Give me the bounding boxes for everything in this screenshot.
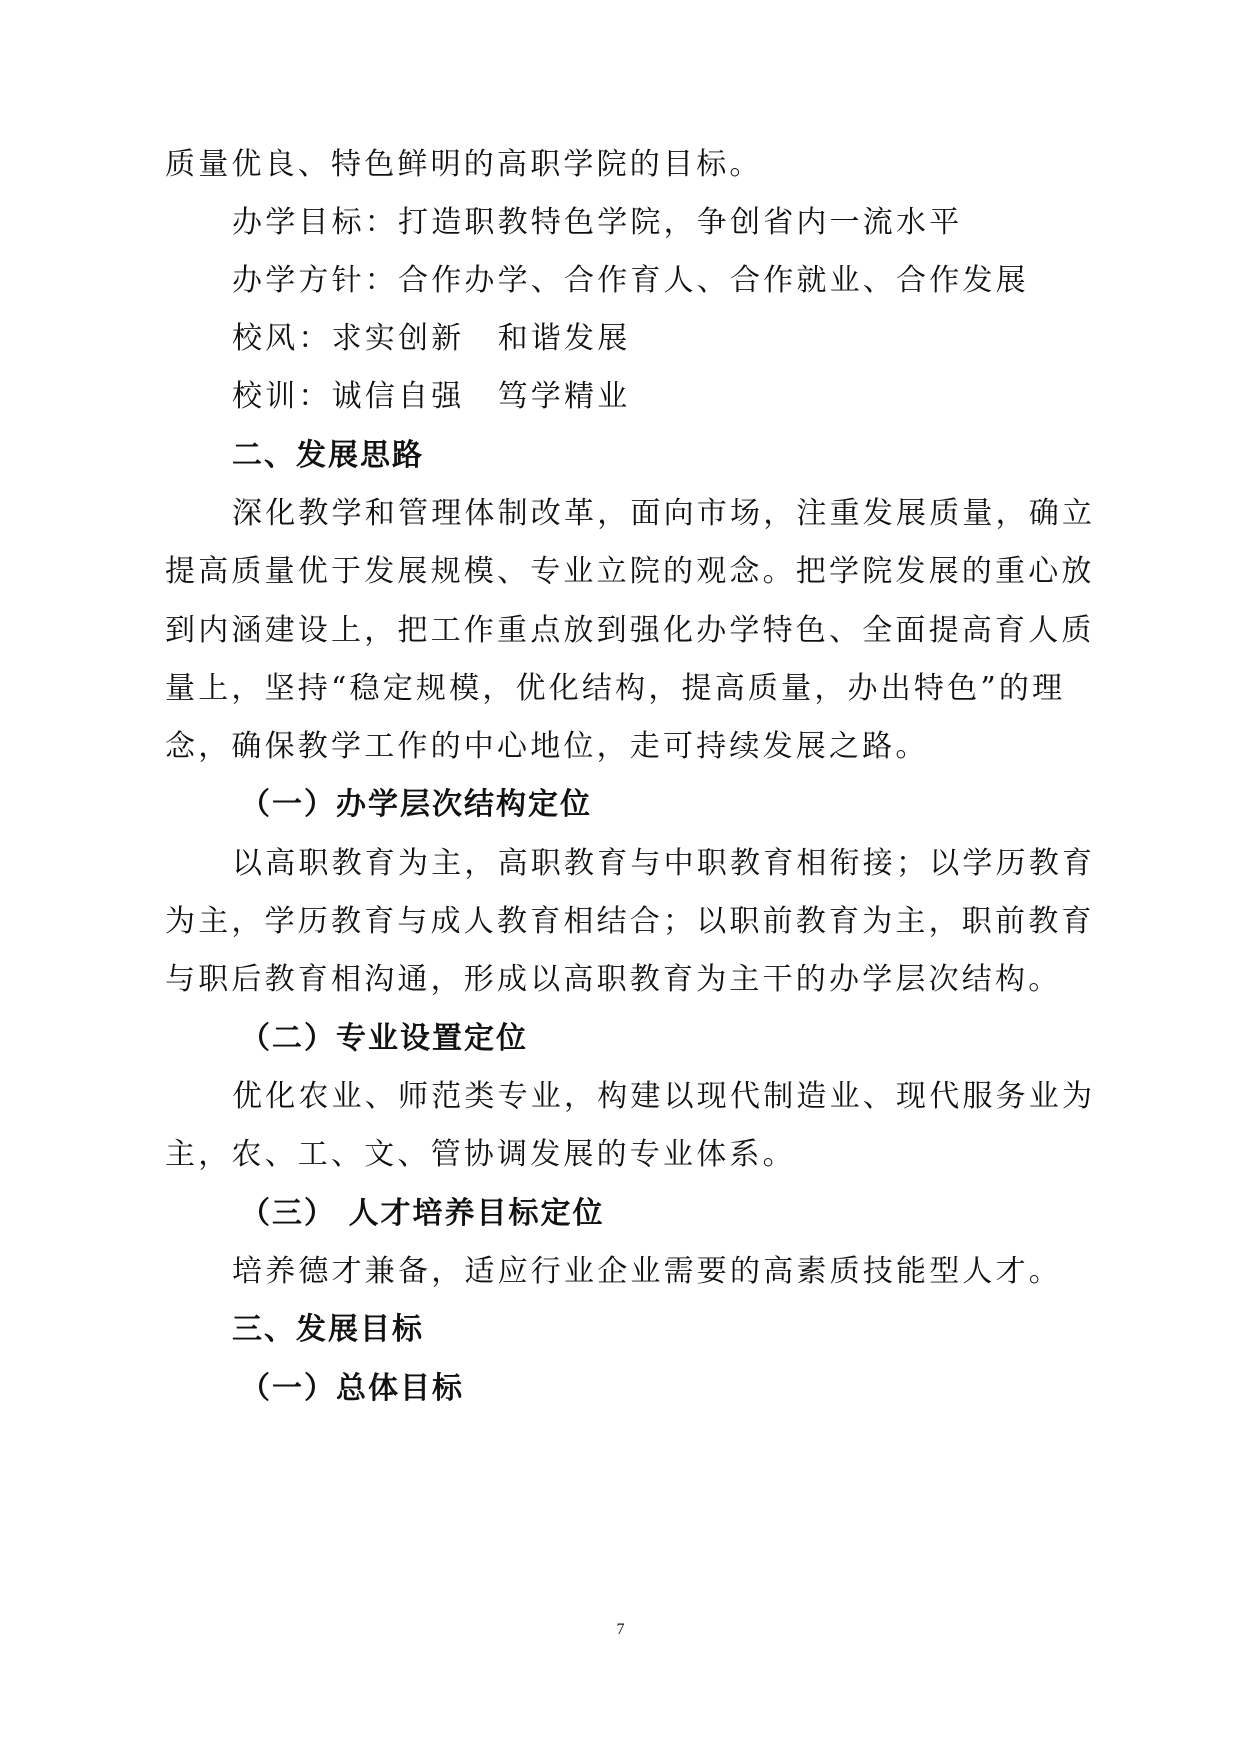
subsection-heading: （二）专业设置定位: [240, 1021, 528, 1056]
body-text-line: 校训：诚信自强 笃学精业: [232, 379, 631, 414]
page-number: 7: [616, 1621, 625, 1638]
subsection-heading: （一）办学层次结构定位: [240, 787, 592, 822]
body-text-line: 办学目标：打造职教特色学院，争创省内一流水平: [232, 205, 963, 240]
body-text-line: 量上，坚持“稳定规模，优化结构，提高质量，办出特色”的理: [165, 671, 1066, 706]
section-heading: 二、发展思路: [232, 438, 424, 473]
body-text-line: 念，确保教学工作的中心地位，走可持续发展之路。: [165, 729, 929, 764]
body-text-line: 办学方针：合作办学、合作育人、合作就业、合作发展: [232, 263, 1029, 298]
body-text-line: 培养德才兼备，适应行业企业需要的高素质技能型人才。: [232, 1254, 1062, 1289]
body-text-line: 到内涵建设上，把工作重点放到强化办学特色、全面提高育人质: [165, 613, 1095, 648]
body-text-line: 校风：求实创新 和谐发展: [232, 321, 631, 356]
body-text-line: 与职后教育相沟通，形成以高职教育为主干的办学层次结构。: [165, 962, 1062, 997]
section-heading: 三、发展目标: [232, 1312, 424, 1347]
subsection-heading: （一）总体目标: [240, 1371, 464, 1406]
body-text-line: 深化教学和管理体制改革，面向市场，注重发展质量，确立: [232, 496, 1096, 531]
body-text-line: 提高质量优于发展规模、专业立院的观念。把学院发展的重心放: [165, 554, 1095, 589]
body-text-line: 为主，学历教育与成人教育相结合；以职前教育为主，职前教育: [165, 904, 1095, 939]
body-text-line: 以高职教育为主，高职教育与中职教育相衔接；以学历教育: [232, 846, 1096, 881]
body-text-line: 优化农业、师范类专业，构建以现代制造业、现代服务业为: [232, 1079, 1096, 1114]
subsection-heading: （三） 人才培养目标定位: [240, 1196, 605, 1231]
body-text-line: 质量优良、特色鲜明的高职学院的目标。: [165, 147, 763, 182]
body-text-line: 主，农、工、文、管协调发展的专业体系。: [165, 1137, 796, 1172]
